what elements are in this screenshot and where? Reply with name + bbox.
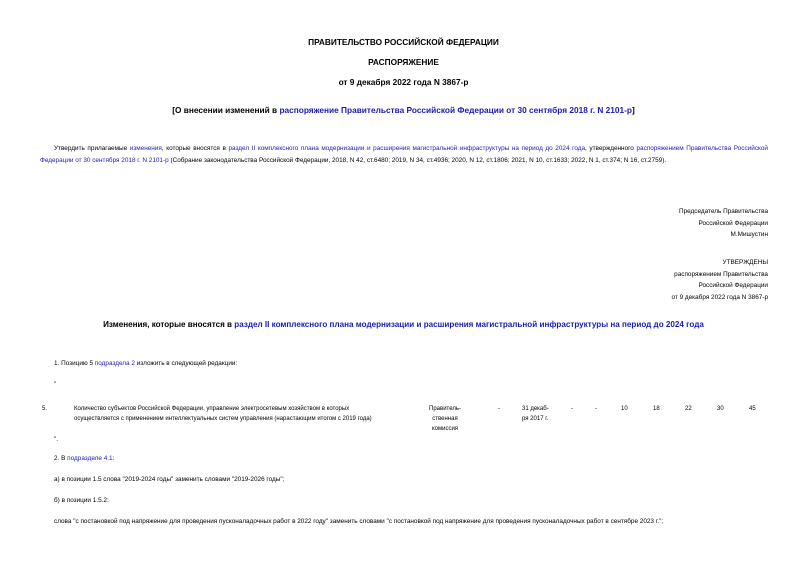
item-2-b-text: слова "с постановкой под напряжение для проведения пусконаладочных работ в 2022 году" заменить словами "с постановкой под напряжение для проведения пусконаладочных работ в сентябре 2023 г."; [54, 518, 664, 525]
item-1-text-1: 1. Позицию 5 [54, 360, 95, 367]
changes-title-link[interactable]: раздел II комплексного плана модернизации и расширения магистральной инфраструктуры на период до 2024 года [234, 320, 704, 329]
item-2-b: б) в позиции 1.5.2: [54, 497, 109, 504]
row-value-1: 10 [621, 406, 628, 412]
title-prefix: [О внесении изменений в [172, 105, 280, 115]
document-date-number: от 9 декабря 2022 года N 3867-р [338, 77, 469, 87]
row-description-line-1: Количество субъектов Российской Федерации, управление электросетевым хозяйством в которых [74, 406, 350, 412]
document-title [0, 105, 807, 115]
intro-paragraph [40, 143, 768, 166]
item-2-text-1: 2. В [54, 455, 68, 462]
subsection-4-1-link[interactable]: подразделе 4.1 [67, 455, 113, 462]
subsection-2-link[interactable]: подраздела 2 [94, 360, 135, 367]
item-2-a: а) в позиции 1.5 слова "2019-2024 годы" заменить словами "2019-2026 годы"; [54, 476, 285, 483]
signature-line-1: Председатель Правительства [679, 208, 768, 215]
intro-text-3: , утвержденного [585, 145, 637, 152]
changes-title [0, 320, 807, 329]
row-date-line-2: ря 2017 г. [522, 416, 549, 422]
item-2 [54, 455, 114, 462]
plan-section-link[interactable]: раздел II комплексного плана модернизации и расширения магистральной инфраструктуры на период до 2024 года [228, 145, 586, 152]
row-value-4: 30 [717, 406, 724, 412]
order-link[interactable]: распоряжением Правительства Российской Федерации от 30 сентября 2018 г. N 2101-р [40, 145, 769, 164]
item-1 [54, 360, 237, 367]
row-date-line-1: 31 декаб- [522, 406, 549, 412]
approved-line-3: Российской Федерации [698, 282, 768, 289]
signature-name: М.Мишустин [730, 231, 768, 238]
row-responsible [420, 404, 470, 434]
row-description-line-2: осуществляется с применением интеллектуальных систем управления (нарастающим итогом с 2019 года) [74, 416, 372, 422]
row-value-3: 22 [685, 406, 692, 412]
signature-line-2: Российской Федерации [698, 219, 768, 227]
row-cell-dash-3: - [595, 406, 597, 412]
intro-text-1: Утвердить прилагаемые [54, 145, 130, 152]
row-date [522, 404, 549, 424]
title-suffix: ] [631, 105, 635, 115]
changes-title-prefix: Изменения, которые вносятся в [103, 320, 235, 329]
row-value-2: 18 [653, 406, 660, 412]
row-responsible-line-2: ственная комиссия [431, 416, 459, 432]
signature-block [679, 206, 768, 241]
title-link[interactable]: распоряжение Правительства Российской Федерации от 30 сентября 2018 г. N 2101-р [279, 105, 632, 115]
quote-close: ". [54, 436, 59, 443]
approved-line-4: от 9 декабря 2022 года N 3867-р [671, 293, 768, 301]
changes-link[interactable]: изменения [129, 145, 162, 152]
approved-line-1: УТВЕРЖДЕНЫ [722, 259, 768, 266]
row-responsible-line-1: Правитель- [429, 406, 461, 412]
row-value-5: 45 [749, 406, 756, 412]
row-cell-dash-2: - [571, 406, 573, 412]
quote-open: " [54, 381, 57, 388]
row-description [74, 404, 404, 424]
government-heading: ПРАВИТЕЛЬСТВО РОССИЙСКОЙ ФЕДЕРАЦИИ [308, 37, 499, 47]
approved-block [671, 257, 768, 303]
item-1-text-2: изложить в следующей редакции: [134, 360, 238, 367]
document-type: РАСПОРЯЖЕНИЕ [368, 57, 439, 67]
approved-line-2: распоряжением Правительства [674, 270, 768, 278]
row-cell-dash-1: - [498, 406, 500, 412]
row-number: 5. [42, 406, 48, 412]
intro-text-4: (Собрание законодательства Российской Федерации, 2018, N 42, ст.6480; 2019, N 34, ст.4936; 2020, N 12, ст.1806; 2021, N 10, ст.1633; 2022, N 1, ст.374; N 16, ст.2759). [168, 156, 667, 164]
item-2-text-2: : [112, 455, 115, 462]
intro-text-2: , которые вносятся в [161, 145, 229, 152]
